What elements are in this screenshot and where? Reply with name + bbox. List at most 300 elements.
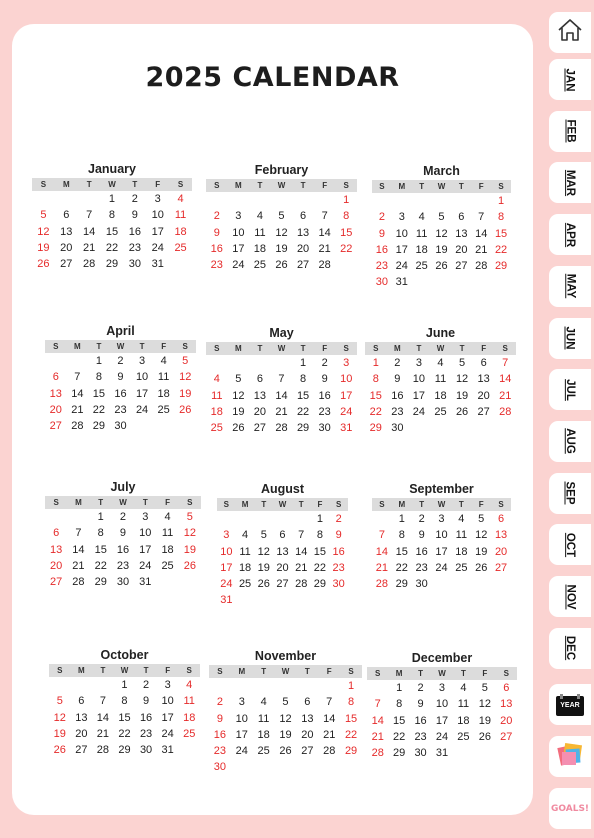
- day-cell: 1: [97, 511, 104, 523]
- day-cell: 20: [276, 561, 289, 574]
- day-cell: 1: [316, 513, 323, 525]
- day-cell: 9: [131, 209, 138, 222]
- day-cell: 25: [257, 745, 270, 758]
- day-cell: 3: [438, 682, 446, 694]
- day-cell: 2: [143, 679, 150, 691]
- day-cell: 12: [435, 227, 448, 240]
- day-cell: 5: [235, 373, 242, 386]
- day-cell: 17: [139, 543, 152, 556]
- weekday-label: T: [459, 344, 465, 353]
- day-cell: 20: [49, 403, 62, 416]
- day-cell: 6: [498, 513, 505, 525]
- weekday-label: M: [74, 342, 81, 351]
- empty-cell: [71, 677, 93, 693]
- day-cell: 24: [435, 561, 448, 574]
- day-cell: 30: [139, 744, 153, 757]
- weekday-label: W: [277, 181, 286, 190]
- day-cell: 17: [412, 389, 426, 402]
- sticky-notes-icon: [555, 739, 585, 774]
- day-cell: 25: [457, 730, 470, 743]
- day-cell: 18: [415, 243, 428, 256]
- goals-tab[interactable]: [549, 788, 591, 829]
- day-cell: 27: [477, 405, 490, 418]
- day-cell: 15: [94, 543, 107, 556]
- day-cell: 19: [475, 545, 488, 558]
- empty-cell: [249, 355, 271, 371]
- day-cell: 11: [161, 527, 174, 540]
- day-cell: 30: [332, 578, 345, 591]
- day-cell: 2: [119, 511, 127, 523]
- day-cell: 16: [139, 711, 153, 724]
- day-cell: 2: [117, 355, 124, 367]
- day-cell: 25: [174, 241, 187, 254]
- day-cell: 27: [253, 422, 267, 435]
- day-cell: 6: [458, 211, 465, 224]
- weekday-label: F: [165, 666, 171, 675]
- weekday-label: S: [40, 180, 47, 189]
- day-cell: 3: [142, 511, 149, 523]
- day-cell: 29: [92, 420, 106, 433]
- day-cell: 9: [213, 226, 220, 239]
- weekday-label: S: [348, 667, 354, 676]
- tab-label: DEC: [564, 636, 576, 661]
- weekday-label: M: [395, 669, 403, 678]
- tab-label: OCT: [564, 532, 576, 557]
- day-cell: 29: [313, 578, 327, 591]
- day-cell: 19: [275, 242, 288, 255]
- day-cell: 21: [323, 728, 336, 741]
- tab-apr[interactable]: [549, 214, 591, 255]
- day-cell: 16: [332, 545, 345, 558]
- day-cell: 11: [434, 373, 447, 386]
- day-cell: 28: [275, 422, 288, 435]
- day-cell: 12: [179, 371, 192, 384]
- day-cell: 3: [343, 357, 350, 369]
- empty-cell: [78, 191, 101, 207]
- day-cell: 9: [321, 373, 328, 386]
- day-cell: 26: [455, 405, 469, 418]
- weekday-header: [217, 498, 348, 511]
- day-cell: 17: [435, 714, 449, 727]
- day-cell: 18: [183, 711, 196, 724]
- goals-label: GOALS!: [550, 803, 590, 814]
- day-cell: 27: [75, 744, 88, 757]
- day-cell: 25: [210, 422, 223, 435]
- day-cell: 24: [395, 260, 408, 273]
- day-cell: 24: [220, 578, 233, 591]
- day-cell: 31: [395, 276, 408, 289]
- day-cell: 2: [417, 682, 424, 694]
- weekday-label: S: [214, 344, 220, 353]
- day-cell: 2: [418, 513, 425, 525]
- day-cell: 24: [340, 405, 353, 418]
- day-cell: 8: [108, 209, 116, 222]
- weekday-label: T: [418, 669, 423, 678]
- day-cell: 10: [232, 226, 245, 239]
- tab-label: SEP: [563, 481, 576, 505]
- day-cell: 4: [186, 679, 193, 691]
- day-cell: 15: [105, 225, 119, 238]
- weekday-label: S: [503, 669, 509, 678]
- day-cell: 8: [316, 529, 323, 542]
- weekday-label: M: [78, 666, 85, 675]
- day-cell: 18: [157, 387, 170, 400]
- day-cell: 2: [394, 357, 401, 369]
- weekday-label: S: [53, 342, 59, 351]
- empty-cell: [249, 192, 271, 208]
- day-cell: 1: [396, 682, 403, 694]
- tab-nov[interactable]: [549, 576, 591, 617]
- day-cell: 9: [143, 695, 150, 708]
- day-cell: 24: [412, 405, 426, 418]
- day-cell: 24: [161, 727, 174, 740]
- month-name: February: [254, 163, 309, 177]
- day-cell: 28: [83, 258, 96, 271]
- day-cell: 22: [94, 559, 107, 572]
- day-cell: 22: [296, 405, 310, 418]
- day-cell: 5: [40, 209, 47, 222]
- weekday-label: T: [96, 342, 102, 351]
- day-cell: 6: [279, 529, 286, 542]
- day-cell: 31: [340, 422, 353, 435]
- day-cell: 8: [396, 698, 403, 711]
- day-cell: 14: [96, 711, 110, 724]
- day-cell: 3: [398, 211, 405, 224]
- day-cell: 22: [313, 561, 327, 574]
- empty-cell: [45, 509, 67, 525]
- day-cell: 5: [56, 695, 63, 708]
- day-cell: 28: [96, 744, 110, 757]
- day-cell: 22: [340, 242, 353, 255]
- day-cell: 7: [278, 373, 285, 386]
- day-cell: 21: [275, 405, 288, 418]
- weekday-label: T: [458, 182, 464, 191]
- day-cell: 12: [232, 389, 245, 402]
- day-cell: 24: [235, 745, 248, 758]
- weekday-label: T: [98, 498, 104, 507]
- day-cell: 14: [83, 225, 96, 238]
- day-cell: 9: [394, 373, 401, 386]
- weekday-label: T: [143, 666, 149, 675]
- day-cell: 14: [371, 714, 384, 727]
- day-cell: 21: [72, 559, 85, 572]
- day-cell: 13: [500, 698, 513, 711]
- day-cell: 27: [455, 260, 468, 273]
- day-cell: 23: [116, 559, 130, 572]
- day-cell: 15: [494, 227, 508, 240]
- weekday-label: W: [119, 498, 127, 507]
- day-cell: 27: [50, 576, 63, 589]
- weekday-header: [45, 496, 201, 509]
- day-cell: 9: [417, 698, 424, 711]
- day-cell: 11: [455, 529, 468, 542]
- day-cell: 25: [183, 727, 196, 740]
- day-cell: 13: [301, 712, 314, 725]
- weekday-label: W: [437, 500, 446, 509]
- day-cell: 23: [414, 730, 427, 743]
- day-cell: 23: [391, 405, 404, 418]
- empty-cell: [271, 355, 293, 371]
- day-cell: 23: [210, 259, 223, 272]
- day-cell: 6: [503, 682, 510, 694]
- day-cell: 29: [94, 576, 107, 589]
- day-cell: 12: [279, 712, 292, 725]
- day-cell: 9: [216, 712, 223, 725]
- day-cell: 31: [151, 258, 164, 271]
- tab-mar[interactable]: [549, 162, 591, 203]
- day-cell: 20: [50, 559, 63, 572]
- day-cell: 19: [232, 405, 245, 418]
- month-august: [217, 482, 348, 609]
- weekday-header: [45, 340, 196, 353]
- weekday-label: S: [187, 498, 193, 507]
- day-cell: 1: [398, 513, 405, 525]
- day-cell: 14: [295, 545, 308, 558]
- day-cell: 9: [119, 527, 127, 540]
- day-cell: 26: [179, 403, 192, 416]
- day-cell: 16: [415, 545, 428, 558]
- day-cell: 6: [63, 209, 70, 222]
- empty-cell: [206, 192, 228, 208]
- day-cell: 26: [232, 422, 245, 435]
- day-cell: 13: [455, 227, 468, 240]
- day-cell: 19: [37, 241, 50, 254]
- month-name: May: [269, 326, 294, 340]
- weekday-header: [372, 498, 511, 511]
- day-cell: 17: [435, 545, 448, 558]
- day-cell: 14: [72, 543, 85, 556]
- month-september: [372, 482, 511, 592]
- tab-jun[interactable]: [549, 318, 591, 359]
- month-march: [372, 164, 511, 291]
- day-cell: 18: [161, 543, 174, 556]
- day-cell: 7: [298, 529, 305, 542]
- day-cell: 5: [459, 357, 466, 369]
- tab-label: NOV: [563, 584, 576, 609]
- weekday-label: T: [257, 344, 263, 353]
- weekday-label: M: [398, 182, 406, 191]
- day-cell: 29: [393, 747, 406, 760]
- tab-jan[interactable]: [549, 59, 591, 100]
- day-cell: 11: [174, 209, 187, 222]
- day-cell: 4: [213, 373, 220, 386]
- day-cell: 10: [151, 209, 164, 222]
- weekday-label: S: [57, 666, 63, 675]
- weekday-header: [49, 664, 200, 677]
- day-cell: 1: [121, 679, 128, 691]
- weekday-label: S: [177, 180, 184, 189]
- weekday-label: T: [460, 669, 466, 678]
- day-cell: 1: [300, 357, 307, 369]
- weekday-header: [209, 665, 362, 678]
- day-cell: 20: [60, 241, 73, 254]
- day-cell: 12: [37, 225, 50, 238]
- day-cell: 27: [60, 258, 73, 271]
- day-cell: 16: [114, 387, 127, 400]
- empty-cell: [271, 192, 293, 208]
- tab-label: APR: [564, 222, 576, 247]
- year-label: YEAR: [560, 701, 580, 709]
- day-cell: 30: [213, 761, 227, 774]
- day-cell: 24: [151, 241, 164, 254]
- weekday-label: T: [142, 498, 148, 507]
- empty-cell: [67, 509, 89, 525]
- tab-label: JUL: [563, 378, 576, 401]
- day-cell: 22: [118, 727, 131, 740]
- day-cell: 19: [257, 561, 270, 574]
- day-cell: 28: [375, 578, 389, 591]
- day-cell: 4: [164, 511, 171, 523]
- day-cell: 30: [375, 276, 389, 289]
- month-october: [49, 648, 200, 758]
- day-cell: 5: [182, 355, 189, 367]
- day-cell: 10: [220, 545, 233, 558]
- day-cell: 23: [332, 561, 345, 574]
- day-cell: 16: [116, 543, 130, 556]
- month-name: December: [411, 651, 473, 665]
- day-cell: 27: [500, 730, 513, 743]
- tab-may[interactable]: [549, 266, 591, 307]
- day-cell: 28: [499, 405, 512, 418]
- empty-cell: [471, 193, 491, 209]
- day-cell: 14: [275, 389, 288, 402]
- weekday-label: W: [120, 666, 129, 675]
- empty-cell: [275, 678, 297, 694]
- weekday-label: S: [373, 344, 379, 353]
- day-cell: 10: [161, 695, 174, 708]
- day-cell: 4: [437, 357, 444, 369]
- month-july: [45, 480, 201, 590]
- day-cell: 10: [435, 529, 448, 542]
- day-cell: 30: [391, 422, 404, 435]
- day-cell: 4: [177, 193, 184, 205]
- day-cell: 20: [500, 714, 513, 727]
- day-cell: 3: [238, 696, 245, 709]
- weekday-label: T: [304, 667, 310, 676]
- day-cell: 12: [475, 529, 488, 542]
- weekday-label: S: [498, 182, 504, 191]
- day-cell: 11: [183, 695, 195, 708]
- day-cell: 31: [435, 747, 449, 760]
- day-cell: 23: [114, 403, 127, 416]
- day-cell: 8: [95, 371, 102, 384]
- day-grid: [49, 677, 200, 758]
- day-cell: 13: [276, 545, 289, 558]
- day-cell: 25: [157, 403, 170, 416]
- day-cell: 20: [494, 545, 508, 558]
- day-cell: 30: [128, 258, 141, 271]
- day-cell: 27: [296, 259, 310, 272]
- day-cell: 2: [216, 696, 223, 709]
- notes-tab[interactable]: [549, 736, 591, 777]
- tab-feb[interactable]: [549, 111, 591, 152]
- tab-jul[interactable]: [549, 369, 591, 410]
- weekday-label: M: [235, 344, 242, 353]
- month-december: [367, 651, 517, 761]
- day-cell: 22: [105, 241, 119, 254]
- empty-cell: [432, 193, 452, 209]
- month-november: [209, 649, 362, 776]
- day-cell: 19: [179, 387, 192, 400]
- day-cell: 12: [183, 527, 196, 540]
- day-cell: 2: [213, 210, 220, 223]
- tab-sep[interactable]: [549, 473, 591, 514]
- home-tab[interactable]: [549, 12, 591, 53]
- empty-cell: [372, 511, 392, 527]
- day-cell: 11: [415, 227, 428, 240]
- tab-dec[interactable]: [549, 628, 591, 669]
- weekday-label: F: [317, 500, 323, 509]
- day-cell: 16: [213, 728, 227, 741]
- day-cell: 5: [478, 513, 485, 525]
- day-cell: 15: [118, 711, 131, 724]
- weekday-label: W: [437, 182, 446, 191]
- month-name: June: [425, 326, 456, 340]
- year-tab[interactable]: [549, 684, 591, 725]
- day-cell: 24: [135, 403, 149, 416]
- day-cell: 30: [116, 576, 130, 589]
- day-cell: 21: [83, 241, 96, 254]
- day-cell: 13: [50, 543, 63, 556]
- day-cell: 7: [75, 527, 82, 540]
- day-cell: 17: [151, 225, 164, 238]
- empty-cell: [231, 678, 253, 694]
- page-title: 2025 CALENDAR: [145, 62, 400, 93]
- weekday-header: [372, 180, 511, 193]
- day-cell: 23: [318, 405, 331, 418]
- month-name: September: [409, 482, 474, 496]
- day-cell: 17: [220, 561, 233, 574]
- weekday-header: [365, 342, 516, 355]
- day-cell: 22: [393, 730, 406, 743]
- month-name: August: [260, 482, 305, 496]
- day-cell: 29: [105, 258, 119, 271]
- day-cell: 9: [335, 529, 342, 542]
- tab-label: JUN: [563, 326, 576, 350]
- day-cell: 28: [323, 745, 336, 758]
- day-cell: 29: [395, 578, 408, 591]
- empty-cell: [372, 193, 392, 209]
- weekday-label: W: [278, 500, 287, 509]
- day-grid: [45, 509, 201, 590]
- tab-oct[interactable]: [549, 524, 591, 565]
- day-cell: 18: [238, 561, 252, 574]
- day-cell: 26: [257, 578, 270, 591]
- day-cell: 5: [481, 682, 488, 694]
- day-cell: 25: [253, 259, 267, 272]
- day-cell: 30: [114, 420, 127, 433]
- empty-cell: [217, 511, 236, 527]
- day-cell: 7: [321, 210, 328, 223]
- weekday-label: S: [343, 344, 349, 353]
- weekday-label: S: [186, 666, 192, 675]
- day-cell: 25: [161, 559, 174, 572]
- tab-aug[interactable]: [549, 421, 591, 462]
- weekday-label: T: [261, 500, 267, 509]
- day-cell: 19: [435, 243, 448, 256]
- day-cell: 19: [279, 728, 292, 741]
- day-cell: 7: [86, 209, 93, 222]
- day-grid: [367, 680, 517, 761]
- day-cell: 22: [344, 728, 358, 741]
- day-cell: 29: [494, 260, 508, 273]
- weekday-label: M: [62, 180, 70, 189]
- weekday-label: S: [502, 344, 508, 353]
- weekday-label: S: [498, 500, 504, 509]
- empty-cell: [273, 511, 292, 527]
- weekday-label: T: [298, 500, 304, 509]
- empty-cell: [412, 193, 432, 209]
